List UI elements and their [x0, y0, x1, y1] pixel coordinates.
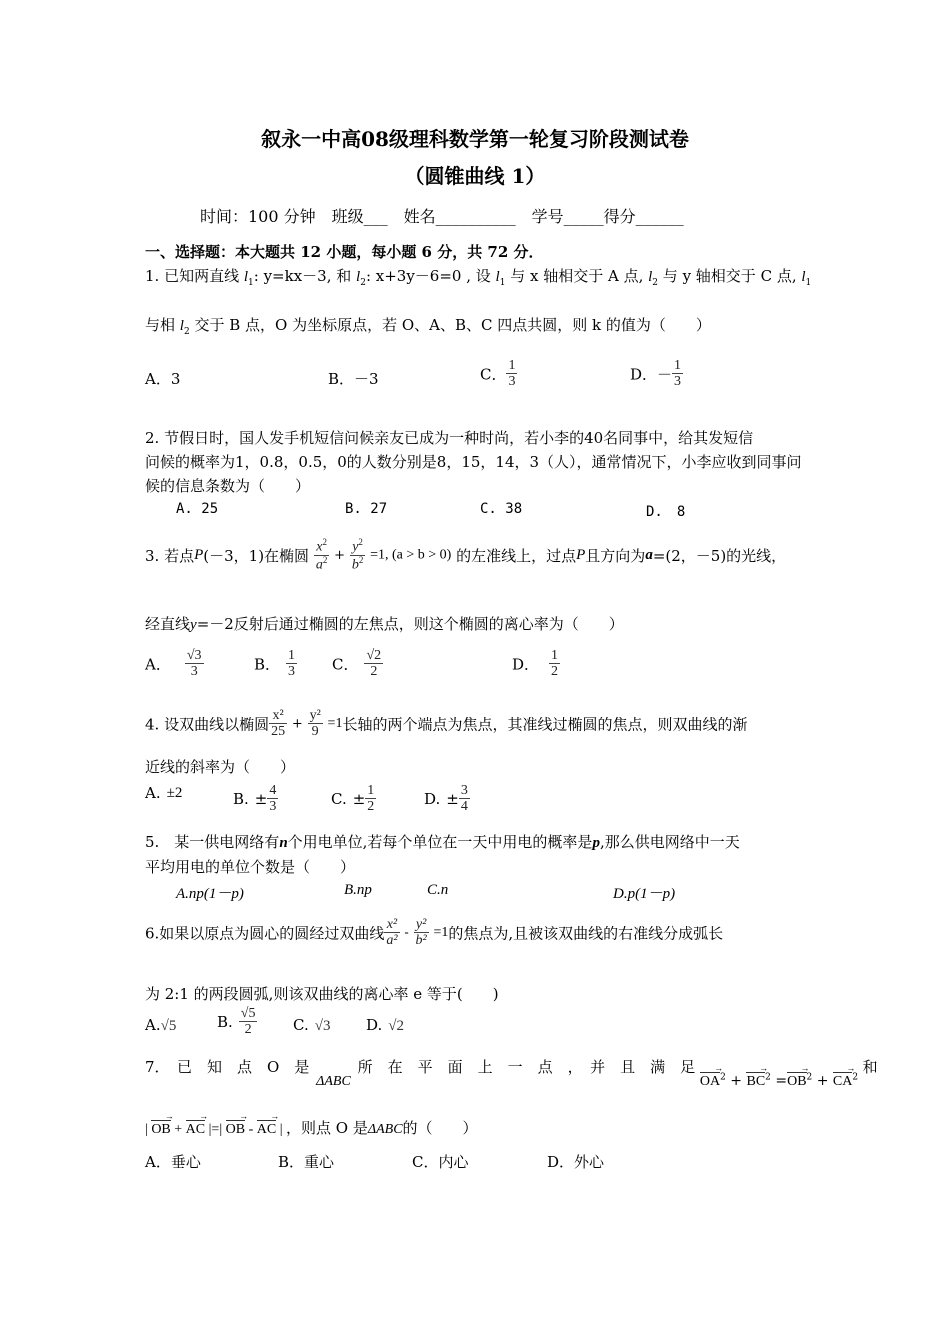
q2-option-d[interactable]: D. 8 [646, 504, 686, 520]
question-7-line-2: | OB → + AC → |=| OB → - AC → | ，则点 O 是ΔABC的（ ） [145, 1117, 478, 1138]
exam-info-line: 时间：100 分钟 班级___ 姓名__________ 学号_____得分______ [200, 207, 684, 226]
question-3-line-2: 经直线y=－2反射后通过椭圆的左焦点，则这个椭圆的离心率为（ ） [145, 615, 624, 633]
question-4-line-2: 近线的斜率为（ ） [145, 758, 296, 776]
question-1-line-1: 1. 已知两直线 $l_1$: y=kx－3, 和 $l_2$: x+3y－6=0 , 设 $l_1$ 与 x 轴相交于 A 点, $l_2$ 与 y 轴相交于 C 点, $l_1$ [145, 267, 812, 288]
q6-option-d[interactable]: D. √2 [366, 1016, 404, 1034]
page-title: 叙永一中高08级理科数学第一轮复习阶段测试卷 [261, 127, 689, 151]
q5-option-d[interactable]: D.p(1－p) [613, 886, 676, 902]
question-3-line-1: 3. 若点P(－3，1)在椭圆 $\frac{x^2}{a^2}$ + $\frac{y^2}{b^2}$ =1, (a > b > 0) 的左准线上，过点P且方向为a=(2，－5)的光线， [145, 537, 787, 573]
q7-option-a[interactable]: A．垂心 [145, 1153, 201, 1171]
q5-option-b[interactable]: B.np [344, 882, 372, 898]
q1-option-b[interactable]: B．－3 [328, 370, 379, 388]
q4-option-c[interactable]: C. ± $\frac{1}{2}$ [331, 783, 375, 815]
question-4-line-1: 4. 设双曲线以椭圆 $\frac{\text{x²}}{25}$ + $\frac{\text{y²}}{9}$ =1长轴的两个端点为焦点，其准线过椭圆的焦点，则双曲线的渐 [145, 708, 748, 740]
q4-option-a[interactable]: A. ±2 [145, 784, 183, 802]
question-7-line-1: 7． 已 知 点 O 是 ΔABC 所 在 平 面 上 一 点 ， 并 且 满 足 OA →$^2$ + BC →$^2$ =OB →$^2$ + CA →$^2$ 和 [145, 1056, 878, 1090]
q6-option-b[interactable]: B. $\frac{√5}{2}$ [217, 1006, 256, 1038]
q6-option-a[interactable]: A.√5 [145, 1016, 177, 1034]
question-2-line-3: 候的信息条数为（ ） [145, 477, 311, 495]
question-2-line-2: 问候的概率为1，0.8，0.5，0的人数分别是8，15，14，3（人），通常情况下，小李应收到同事问 [145, 453, 802, 471]
q4-option-d[interactable]: D. ± $\frac{3}{4}$ [424, 783, 468, 815]
q1-option-c[interactable]: C． $\frac{1}{3}$ [480, 358, 516, 390]
q3-option-d[interactable]: D． $\frac{1}{2}$ [512, 648, 559, 680]
q2-option-a[interactable]: A. 25 [176, 501, 219, 517]
q1-option-d[interactable]: D．－ $\frac{1}{3}$ [630, 358, 682, 390]
question-6-line-2: 为 2:1 的两段圆弧,则该双曲线的离心率 e 等于( ) [145, 985, 499, 1003]
q3-option-b[interactable]: B． $\frac{1}{3}$ [254, 648, 296, 680]
question-5-line-2: 平均用电的单位个数是（ ） [145, 858, 356, 876]
page-subtitle: （圆锥曲线 1） [404, 164, 546, 188]
question-6-line-1: 6.如果以原点为圆心的圆经过双曲线 $\frac{\text{x²}}{\text{a²}}$ - $\frac{\text{y²}}{\text{b²}}$ =1的焦点为,且被该双曲线的右准线分成弧长 [145, 917, 724, 949]
q1-option-a[interactable]: A．3 [145, 370, 181, 388]
q7-option-c[interactable]: C．内心 [412, 1153, 469, 1171]
q7-option-b[interactable]: B．重心 [278, 1153, 335, 1171]
section-heading: 一、选择题：本大题共 12 小题，每小题 6 分，共 72 分． [145, 243, 544, 261]
q2-option-b[interactable]: B. 27 [345, 501, 388, 517]
q3-option-c[interactable]: C． $\frac{√2}{2}$ [332, 648, 382, 680]
q5-option-a[interactable]: A.np(1－p) [176, 886, 244, 902]
q2-option-c[interactable]: C. 38 [480, 501, 523, 517]
question-2-line-1: 2. 节假日时，国人发手机短信问候亲友已成为一种时尚，若小李的40名同事中，给其发短信 [145, 429, 754, 447]
q6-option-c[interactable]: C. √3 [293, 1016, 331, 1034]
question-1-line-2: 与相 $l_2$ 交于 B 点，O 为坐标原点，若 O、A、B、C 四点共圆，则 k 的值为（ ） [145, 316, 711, 337]
q7-option-d[interactable]: D．外心 [547, 1153, 605, 1171]
q5-option-c[interactable]: C.n [427, 882, 449, 898]
q3-option-a[interactable]: A． $\frac{√3}{3}$ [145, 648, 202, 680]
q4-option-b[interactable]: B. ± $\frac{4}{3}$ [233, 783, 277, 815]
question-5-line-1: 5. 某一供电网络有n个用电单位,若每个单位在一天中用电的概率是p,那么供电网络中一天 [145, 833, 740, 851]
